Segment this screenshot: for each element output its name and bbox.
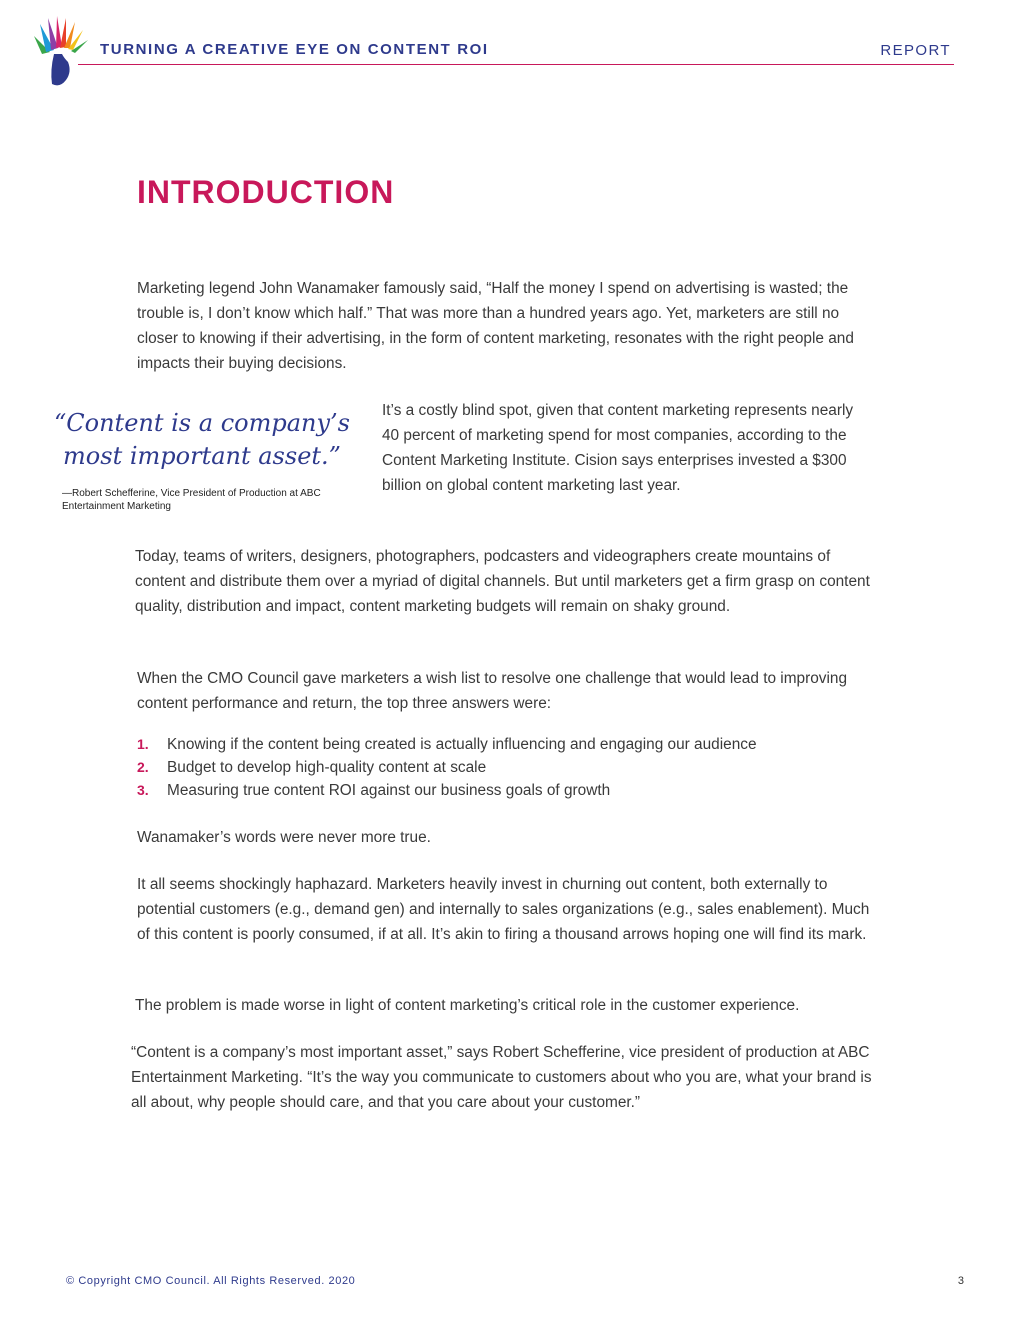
wanamaker-paragraph: Wanamaker’s words were never more true. xyxy=(137,829,431,846)
wish-list-paragraph: When the CMO Council gave marketers a wish list to resolve one challenge that would lead to improving content performance and return, the top three answers were: xyxy=(137,670,848,712)
list-item xyxy=(137,756,897,779)
list-number: 1. xyxy=(137,736,149,752)
haphazard-paragraph: It all seems shockingly haphazard. Marketers heavily invest in churning out content, both externally to potential customers (e.g., demand gen) and internally to sales organizations (e.g., sales enablement). Much of this content is poorly consumed, if at all. It’s akin to firing a thousand arrows hoping one will find its mark. xyxy=(137,876,870,943)
report-title: TURNING A CREATIVE EYE ON CONTENT ROI xyxy=(100,41,489,58)
pullquote-attribution: —Robert Schefferine, Vice President of Production at ABC Entertainment Marketing xyxy=(62,488,321,512)
quote-paragraph: “Content is a company’s most important asset,” says Robert Schefferine, vice president of production at ABC Entertainment Marketing. “It’s the way you communicate to customers about who you are, what your brand is all about, why people should care, and that you care about your customer.” xyxy=(131,1044,872,1111)
page-number: 3 xyxy=(957,1275,964,1287)
list-item xyxy=(137,779,897,802)
list-number: 3. xyxy=(137,782,149,798)
intro-paragraph: Marketing legend John Wanamaker famously said, “Half the money I spend on advertising is wasted; the trouble is, I don’t know which half.” That was more than a hundred years ago. Yet, marketers are still no closer to knowing if their advertising, in the form of content marketing, resonates with the right people and impacts their buying decisions. xyxy=(137,280,854,372)
list-item-text: Budget to develop high-quality content at scale xyxy=(167,759,487,776)
page-title: INTRODUCTION xyxy=(137,174,395,210)
cmo-council-logo-icon xyxy=(28,14,92,90)
top-answers-list xyxy=(137,733,897,802)
list-item-text: Measuring true content ROI against our business goals of growth xyxy=(167,782,611,799)
pullquote: “Content is a company’s most important asset.” xyxy=(54,409,350,470)
teams-paragraph: Today, teams of writers, designers, photographers, podcasters and videographers create mountains of content and distribute them over a myriad of digital channels. But until marketers get a firm grasp on content quality, distribution and impact, content marketing budgets will remain on shaky ground. xyxy=(135,548,870,615)
list-item xyxy=(137,733,897,756)
header-divider xyxy=(78,64,954,65)
section-label: REPORT xyxy=(880,42,951,59)
list-number: 2. xyxy=(137,759,149,775)
problem-paragraph: The problem is made worse in light of content marketing’s critical role in the customer experience. xyxy=(135,997,800,1014)
list-item-text: Knowing if the content being created is actually influencing and engaging our audience xyxy=(167,736,757,753)
copyright-notice: © Copyright CMO Council. All Rights Reserved. 2020 xyxy=(66,1275,356,1287)
blind-spot-paragraph: It’s a costly blind spot, given that content marketing represents nearly 40 percent of marketing spend for most companies, according to the Content Marketing Institute. Cision says enterprises invested a $300 billion on global content marketing last year. xyxy=(382,402,854,494)
